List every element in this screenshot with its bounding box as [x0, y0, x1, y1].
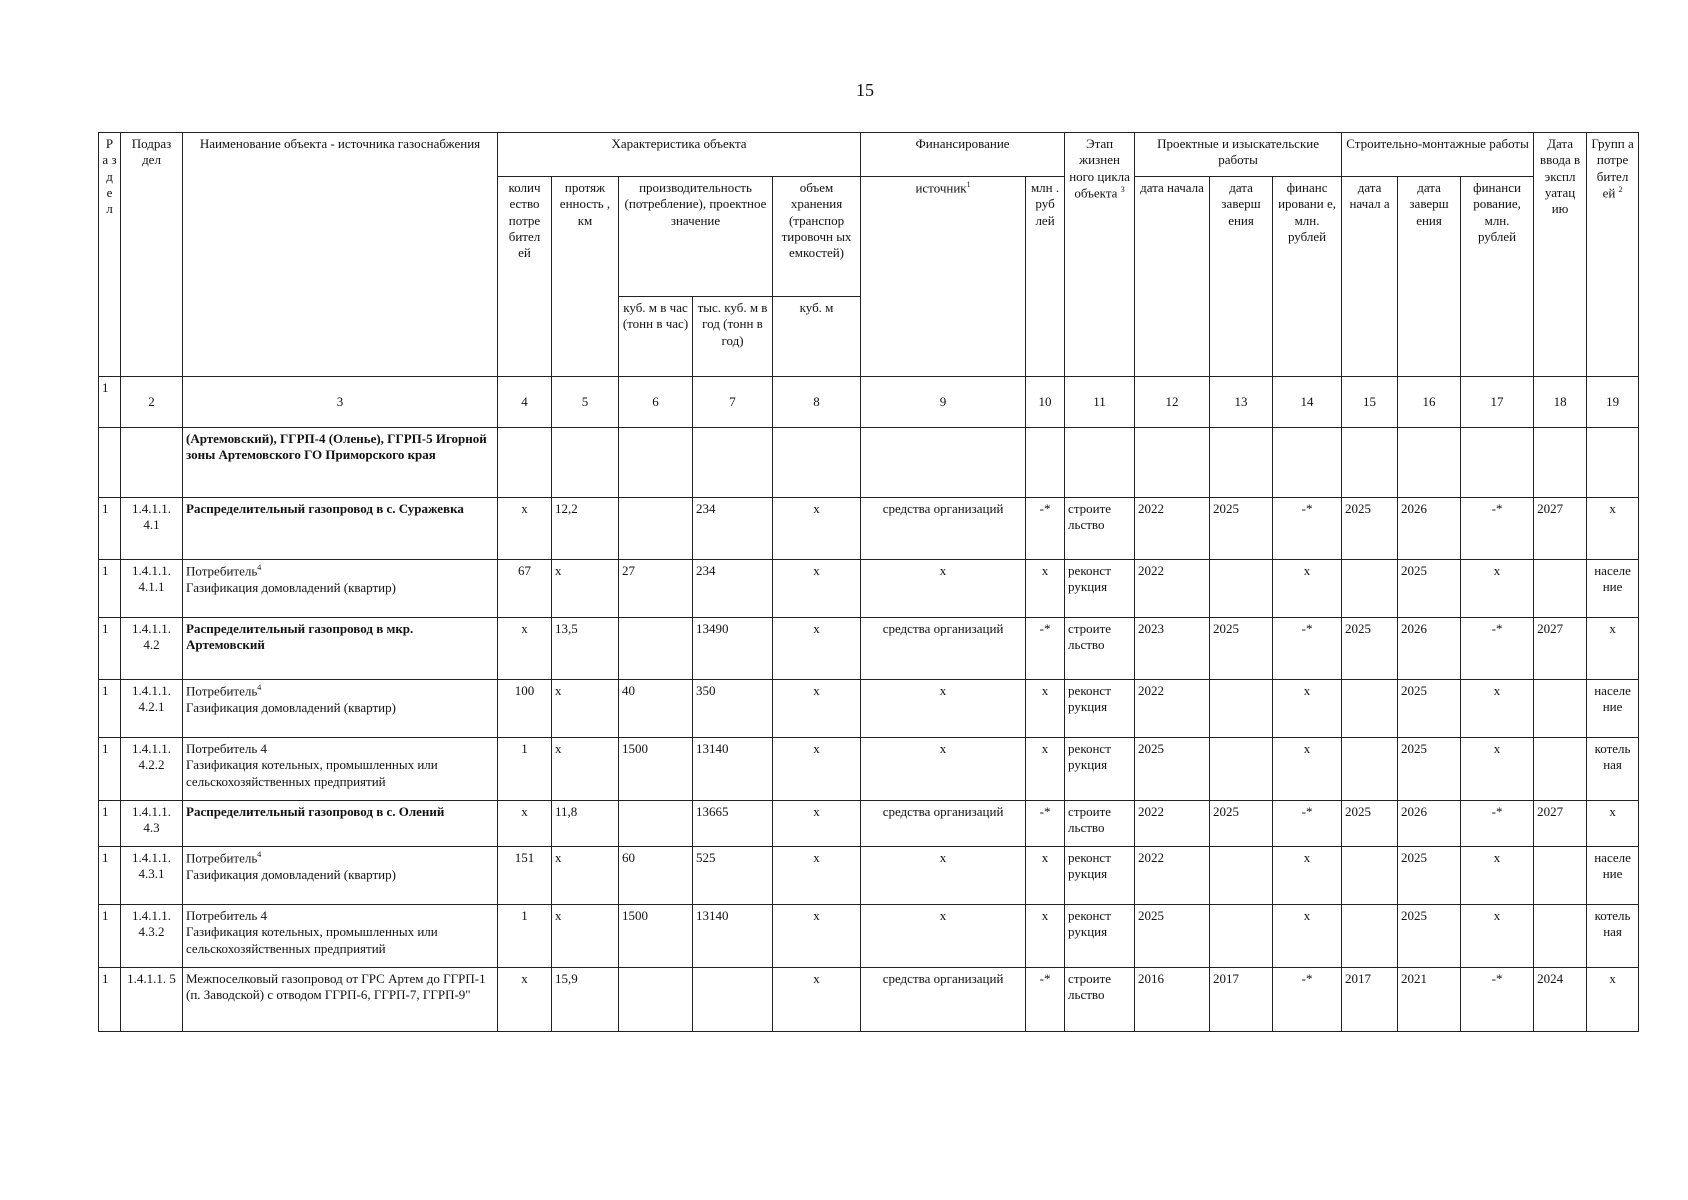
column-number: 11 — [1065, 377, 1135, 428]
cell-c8: х — [773, 968, 861, 1032]
cell-c10: х — [1026, 680, 1065, 738]
column-number: 5 — [552, 377, 619, 428]
cell-c7: 350 — [693, 680, 773, 738]
cell-c6 — [619, 498, 693, 560]
cell-c15 — [1342, 905, 1398, 968]
cell-c18: 2027 — [1534, 618, 1587, 680]
cell-c11: реконст рукция — [1065, 680, 1135, 738]
cell-c12: 2025 — [1135, 738, 1210, 801]
cell-c16: 2025 — [1398, 560, 1461, 618]
cell-c10: х — [1026, 560, 1065, 618]
cell-c11: реконст рукция — [1065, 738, 1135, 801]
cell-c16: 2026 — [1398, 498, 1461, 560]
cell-c11: реконст рукция — [1065, 905, 1135, 968]
cell-c10: -* — [1026, 968, 1065, 1032]
cell-c12: 2022 — [1135, 560, 1210, 618]
cell-c14: х — [1273, 680, 1342, 738]
cell-c9: средства организаций — [861, 618, 1026, 680]
cell-c14: -* — [1273, 498, 1342, 560]
object-name: Распределительный газопровод в мкр. Артемовский — [186, 621, 414, 653]
cell-c12: 2022 — [1135, 801, 1210, 847]
cell-c13: 2017 — [1210, 968, 1273, 1032]
cell-c18: 2027 — [1534, 801, 1587, 847]
cell-c7: 13490 — [693, 618, 773, 680]
cell-c19: х — [1587, 618, 1639, 680]
footnote-marker: 4 — [257, 850, 262, 859]
cell-c2: 1.4.1.1. 4.3.1 — [121, 847, 183, 905]
cell-c8: х — [773, 618, 861, 680]
cell-c15 — [1342, 680, 1398, 738]
cell-c10: -* — [1026, 801, 1065, 847]
cell-c15: 2025 — [1342, 801, 1398, 847]
cell-c10: х — [1026, 738, 1065, 801]
cell-c4: 67 — [498, 560, 552, 618]
cell-c19: х — [1587, 968, 1639, 1032]
column-number: 19 — [1587, 377, 1639, 428]
object-description: Газификация котельных, промышленных или сельскохозяйственных предприятий — [186, 757, 438, 789]
cell-c12: 2022 — [1135, 680, 1210, 738]
cell-c18: 2027 — [1534, 498, 1587, 560]
cell-c7: 234 — [693, 560, 773, 618]
cell-c13: 2025 — [1210, 618, 1273, 680]
cell-c16: 2026 — [1398, 801, 1461, 847]
cell-c7: 13140 — [693, 738, 773, 801]
cell-c13 — [1210, 560, 1273, 618]
cell-c6 — [619, 801, 693, 847]
cell-c15: 2017 — [1342, 968, 1398, 1032]
cell-c6: 1500 — [619, 905, 693, 968]
object-name: Потребитель 4 — [186, 741, 268, 756]
cell-c16: 2025 — [1398, 905, 1461, 968]
cell-c2: 1.4.1.1. 4.2.2 — [121, 738, 183, 801]
cell-c4: 100 — [498, 680, 552, 738]
cell-c9: средства организаций — [861, 498, 1026, 560]
object-name-cell — [183, 560, 498, 618]
header-design-end: дата заверш ения — [1210, 177, 1273, 377]
cell-c16: 2025 — [1398, 680, 1461, 738]
header-subsection: Подраз дел — [121, 133, 183, 377]
cell-c13 — [1210, 738, 1273, 801]
cell-c13 — [1210, 680, 1273, 738]
header-design-funding: финанс ировани е, млн. рублей — [1273, 177, 1342, 377]
cell-c13: 2025 — [1210, 498, 1273, 560]
cell-c5: 11,8 — [552, 801, 619, 847]
cell-c4: 151 — [498, 847, 552, 905]
column-number: 12 — [1135, 377, 1210, 428]
column-number: 15 — [1342, 377, 1398, 428]
table-row — [99, 618, 1639, 680]
cell-c18 — [1534, 905, 1587, 968]
cell-c11: строите льство — [1065, 801, 1135, 847]
column-number: 17 — [1461, 377, 1534, 428]
header-construction-start: дата начал а — [1342, 177, 1398, 377]
cell-c19: котель ная — [1587, 905, 1639, 968]
cell-c12: 2022 — [1135, 498, 1210, 560]
cell-c14: -* — [1273, 801, 1342, 847]
column-number: 8 — [773, 377, 861, 428]
cell-c14: -* — [1273, 618, 1342, 680]
cell-c4: 1 — [498, 905, 552, 968]
cell-c12: 2023 — [1135, 618, 1210, 680]
column-number: 4 — [498, 377, 552, 428]
table-header — [99, 133, 1639, 377]
column-number: 16 — [1398, 377, 1461, 428]
cell-c15 — [1342, 738, 1398, 801]
cell-c9: средства организаций — [861, 801, 1026, 847]
object-description: Газификация домовладений (квартир) — [186, 579, 396, 595]
page-number: 15 — [856, 80, 874, 100]
object-name: Распределительный газопровод в с. Суражевка — [186, 501, 464, 516]
cell-c10: -* — [1026, 498, 1065, 560]
cell-c9: х — [861, 560, 1026, 618]
cell-c8: х — [773, 560, 861, 618]
column-numbers-row — [99, 377, 1639, 428]
column-number: 14 — [1273, 377, 1342, 428]
cell-c16: 2021 — [1398, 968, 1461, 1032]
cell-c9: х — [861, 905, 1026, 968]
cell-c11: реконст рукция — [1065, 560, 1135, 618]
cell-c15 — [1342, 560, 1398, 618]
header-storage-volume: объем хранения (транспор тировочн ых емкостей) — [773, 177, 861, 297]
object-name-cell — [183, 968, 498, 1032]
column-number: 3 — [183, 377, 498, 428]
table-row — [99, 905, 1639, 968]
table-row — [99, 560, 1639, 618]
cell-c1: 1 — [99, 968, 121, 1032]
table-row — [99, 738, 1639, 801]
header-design-works: Проектные и изыскательские работы — [1135, 133, 1342, 177]
cell-c19: х — [1587, 498, 1639, 560]
cell-c12: 2022 — [1135, 847, 1210, 905]
header-financing: Финансирование — [861, 133, 1065, 177]
cell-c19: котель ная — [1587, 738, 1639, 801]
header-section: Р а з д е л — [99, 133, 121, 377]
object-description: Газификация домовладений (квартир) — [186, 699, 396, 715]
footnote-marker: 4 — [257, 683, 262, 692]
continuation-text: (Артемовский), ГГРП-4 (Оленье), ГГРП-5 Игорной зоны Артемовского ГО Приморского края — [183, 428, 498, 498]
header-construction-end: дата заверш ения — [1398, 177, 1461, 377]
cell-c1: 1 — [99, 618, 121, 680]
table-row — [99, 498, 1639, 560]
continuation-row — [99, 428, 1639, 498]
footnote-marker: 4 — [257, 563, 262, 572]
column-number: 1 — [99, 377, 121, 428]
cell-c6: 60 — [619, 847, 693, 905]
cell-c12: 2025 — [1135, 905, 1210, 968]
header-funding-source: источник$^1$ — [861, 177, 1026, 377]
cell-c1: 1 — [99, 680, 121, 738]
cell-c15: 2025 — [1342, 498, 1398, 560]
cell-c18 — [1534, 560, 1587, 618]
cell-c14: х — [1273, 560, 1342, 618]
object-name-cell — [183, 680, 498, 738]
cell-c2: 1.4.1.1. 4.1.1 — [121, 560, 183, 618]
column-number: 9 — [861, 377, 1026, 428]
object-name: Распределительный газопровод в с. Олений — [186, 804, 445, 819]
cell-c18 — [1534, 680, 1587, 738]
cell-c15 — [1342, 847, 1398, 905]
cell-c8: х — [773, 498, 861, 560]
object-name: Межпоселковый газопровод от ГРС Артем до ГГРП-1 (п. Заводской) с отводом ГГРП-6, ГГРП-7, ГГРП-9" — [186, 971, 486, 1003]
cell-c5: х — [552, 905, 619, 968]
column-number: 10 — [1026, 377, 1065, 428]
cell-c13 — [1210, 905, 1273, 968]
cell-c5: х — [552, 560, 619, 618]
cell-c17: -* — [1461, 618, 1534, 680]
cell-c11: строите льство — [1065, 498, 1135, 560]
cell-c6: 40 — [619, 680, 693, 738]
table-row — [99, 801, 1639, 847]
cell-c17: -* — [1461, 968, 1534, 1032]
object-name: Потребитель — [186, 850, 258, 866]
cell-c6 — [619, 968, 693, 1032]
cell-c2: 1.4.1.1. 4.2 — [121, 618, 183, 680]
column-number: 6 — [619, 377, 693, 428]
header-design-start: дата начала — [1135, 177, 1210, 377]
cell-c19: населе ние — [1587, 680, 1639, 738]
cell-c8: х — [773, 847, 861, 905]
cell-c5: х — [552, 680, 619, 738]
cell-c9: х — [861, 738, 1026, 801]
header-construction-funding: финанси рование, млн. рублей — [1461, 177, 1534, 377]
column-number: 13 — [1210, 377, 1273, 428]
cell-c16: 2025 — [1398, 847, 1461, 905]
cell-c8: х — [773, 801, 861, 847]
header-capacity-hourly: куб. м в час (тонн в час) — [619, 297, 693, 377]
cell-c14: х — [1273, 905, 1342, 968]
object-description: Газификация домовладений (квартир) — [186, 866, 396, 882]
header-consumer-count: колич ество потре бител ей — [498, 177, 552, 377]
cell-c14: -* — [1273, 968, 1342, 1032]
cell-c10: х — [1026, 905, 1065, 968]
header-capacity-yearly: тыс. куб. м в год (тонн в год) — [693, 297, 773, 377]
cell-c4: 1 — [498, 738, 552, 801]
cell-c7: 13665 — [693, 801, 773, 847]
object-name-cell — [183, 801, 498, 847]
table-row — [99, 968, 1639, 1032]
cell-c6 — [619, 618, 693, 680]
object-name: Потребитель — [186, 683, 258, 699]
object-name-cell — [183, 738, 498, 801]
cell-c1: 1 — [99, 738, 121, 801]
cell-c17: х — [1461, 905, 1534, 968]
cell-c5: х — [552, 847, 619, 905]
cell-c5: 12,2 — [552, 498, 619, 560]
object-name-cell — [183, 498, 498, 560]
header-lifecycle-stage: Этап жизнен ного цикла объекта $^3$ — [1065, 133, 1135, 377]
column-number: 18 — [1534, 377, 1587, 428]
cell-c2: 1.4.1.1. 4.3.2 — [121, 905, 183, 968]
header-capacity: производительность (потребление), проектное значение — [619, 177, 773, 297]
cell-c10: х — [1026, 847, 1065, 905]
cell-c12: 2016 — [1135, 968, 1210, 1032]
cell-c17: х — [1461, 680, 1534, 738]
cell-c4: х — [498, 498, 552, 560]
cell-c2: 1.4.1.1. 4.3 — [121, 801, 183, 847]
cell-c1: 1 — [99, 801, 121, 847]
header-length-km: протяж енность , км — [552, 177, 619, 377]
cell-c14: х — [1273, 847, 1342, 905]
cell-c7: 13140 — [693, 905, 773, 968]
table-body — [99, 377, 1639, 1032]
cell-c16: 2026 — [1398, 618, 1461, 680]
cell-c19: х — [1587, 801, 1639, 847]
cell-c11: реконст рукция — [1065, 847, 1135, 905]
cell-c1: 1 — [99, 847, 121, 905]
header-construction-works: Строительно-монтажные работы — [1342, 133, 1534, 177]
cell-c19: населе ние — [1587, 847, 1639, 905]
cell-c19: населе ние — [1587, 560, 1639, 618]
cell-c9: х — [861, 680, 1026, 738]
cell-c17: х — [1461, 738, 1534, 801]
cell-c1: 1 — [99, 498, 121, 560]
cell-c9: х — [861, 847, 1026, 905]
cell-c4: х — [498, 968, 552, 1032]
gas-supply-objects-table — [98, 132, 1639, 1032]
cell-c8: х — [773, 738, 861, 801]
header-consumer-group: Групп а потре бител ей $^2$ — [1587, 133, 1639, 377]
header-storage-unit: куб. м — [773, 297, 861, 377]
cell-c8: х — [773, 905, 861, 968]
object-description: Газификация котельных, промышленных или сельскохозяйственных предприятий — [186, 924, 438, 956]
cell-c14: х — [1273, 738, 1342, 801]
cell-c17: -* — [1461, 801, 1534, 847]
cell-c5: 13,5 — [552, 618, 619, 680]
cell-c13 — [1210, 847, 1273, 905]
cell-c17: -* — [1461, 498, 1534, 560]
column-number: 2 — [121, 377, 183, 428]
object-name-cell — [183, 905, 498, 968]
cell-c7: 525 — [693, 847, 773, 905]
header-funding-amount: млн . руб лей — [1026, 177, 1065, 377]
object-name: Потребитель 4 — [186, 908, 268, 923]
cell-c7 — [693, 968, 773, 1032]
column-number: 7 — [693, 377, 773, 428]
table-row — [99, 680, 1639, 738]
header-commissioning-date: Дата ввода в экспл уатац ию — [1534, 133, 1587, 377]
cell-c11: строите льство — [1065, 968, 1135, 1032]
cell-c1: 1 — [99, 905, 121, 968]
cell-c4: х — [498, 618, 552, 680]
cell-c7: 234 — [693, 498, 773, 560]
cell-c2: 1.4.1.1. 4.1 — [121, 498, 183, 560]
cell-c6: 27 — [619, 560, 693, 618]
cell-c18 — [1534, 847, 1587, 905]
cell-c10: -* — [1026, 618, 1065, 680]
cell-c15: 2025 — [1342, 618, 1398, 680]
cell-c2: 1.4.1.1. 4.2.1 — [121, 680, 183, 738]
object-name: Потребитель — [186, 563, 258, 579]
cell-c5: 15,9 — [552, 968, 619, 1032]
object-name-cell — [183, 847, 498, 905]
cell-c4: х — [498, 801, 552, 847]
cell-c5: х — [552, 738, 619, 801]
cell-c18 — [1534, 738, 1587, 801]
object-name-cell — [183, 618, 498, 680]
cell-c6: 1500 — [619, 738, 693, 801]
cell-c8: х — [773, 680, 861, 738]
cell-c17: х — [1461, 847, 1534, 905]
cell-c1: 1 — [99, 560, 121, 618]
cell-c16: 2025 — [1398, 738, 1461, 801]
cell-c13: 2025 — [1210, 801, 1273, 847]
table-row — [99, 847, 1639, 905]
cell-c2: 1.4.1.1. 5 — [121, 968, 183, 1032]
cell-c17: х — [1461, 560, 1534, 618]
header-object-characteristics: Характеристика объекта — [498, 133, 861, 177]
cell-c9: средства организаций — [861, 968, 1026, 1032]
header-object-name: Наименование объекта - источника газоснабжения — [183, 133, 498, 377]
cell-c11: строите льство — [1065, 618, 1135, 680]
cell-c18: 2024 — [1534, 968, 1587, 1032]
